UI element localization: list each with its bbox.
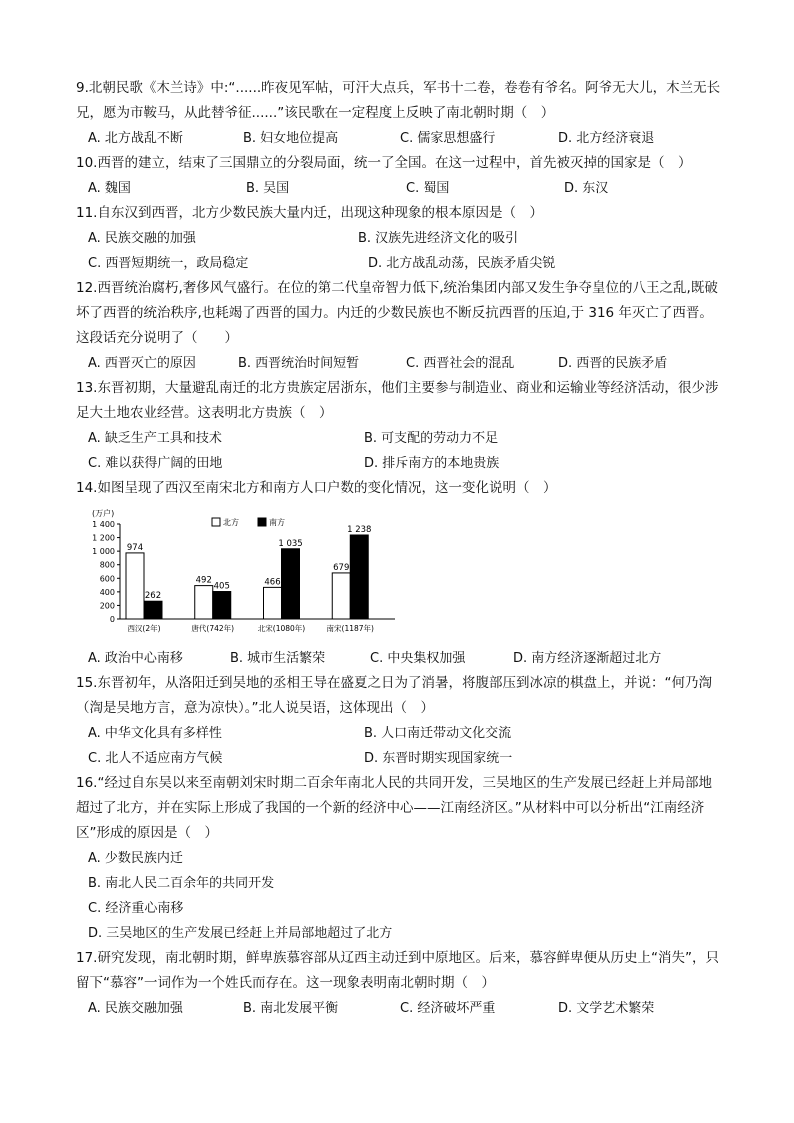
question-13-options-row1 (88, 426, 728, 451)
bar-value-label: 974 (126, 542, 144, 553)
bar-value-label: 466 (264, 577, 281, 588)
q15-option-d[interactable]: D. 东晋时期实现国家统一 (364, 751, 513, 766)
q16-option-a[interactable]: A. 少数民族内迁 (88, 851, 183, 866)
q15-option-b[interactable]: B. 人口南迁带动文化交流 (364, 726, 512, 741)
question-15-stem: 15.东晋初年，从洛阳迁到吴地的丞相王导在盛夏之日为了消暑，将腹部压到冰凉的棋盘上，并说：“何乃渹（渹是吴地方言，意为凉快）。”北人说吴语，这体现出（ ） (76, 675, 712, 716)
q14-option-c[interactable]: C. 中央集权加强 (370, 651, 466, 666)
bar-south (350, 535, 368, 619)
x-category-label: 西汉(2年) (127, 624, 161, 633)
q12-option-c[interactable]: C. 西晋社会的混乱 (406, 356, 515, 371)
q9-option-b[interactable]: B. 妇女地位提高 (243, 131, 339, 146)
legend-south-swatch (258, 518, 266, 526)
q10-option-b[interactable]: B. 吴国 (246, 181, 290, 196)
y-tick-label: 800 (99, 560, 115, 570)
question-9-options (88, 126, 728, 151)
bar-value-label: 262 (144, 591, 162, 602)
bar-south (282, 549, 300, 619)
q10-option-d[interactable]: D. 东汉 (564, 181, 609, 196)
bar-value-label: 1 238 (347, 524, 372, 535)
question-13-stem: 13.东晋初期，大量避乱南迁的北方贵族定居浙东，他们主要参与制造业、商业和运输业等经济活动，很少涉足大土地农业经营。这表明北方贵族（ ） (76, 380, 719, 421)
q11-option-b[interactable]: B. 汉族先进经济文化的吸引 (358, 231, 519, 246)
q13-option-b[interactable]: B. 可支配的劳动力不足 (364, 431, 499, 446)
y-tick-label: 600 (99, 574, 115, 584)
question-11-options-row2 (88, 251, 728, 276)
question-10-stem: 10.西晋的建立，结束了三国鼎立的分裂局面，统一了全国。在这一过程中，首先被灭掉的国家是（ ） (76, 155, 692, 171)
bar-north (126, 553, 144, 619)
bar-value-label: 679 (333, 562, 350, 573)
q14-option-d[interactable]: D. 南方经济逐渐超过北方 (513, 651, 662, 666)
legend-south-label: 南方 (269, 518, 285, 527)
q10-option-a[interactable]: A. 魏国 (88, 181, 131, 196)
question-15-options-row1 (88, 721, 728, 746)
q12-option-b[interactable]: B. 西晋统治时间短暂 (238, 356, 360, 371)
question-15-options-row2 (88, 746, 728, 771)
q12-option-d[interactable]: D. 西晋的民族矛盾 (558, 356, 668, 371)
q10-option-c[interactable]: C. 蜀国 (406, 181, 450, 196)
q11-option-d[interactable]: D. 北方战乱动荡，民族矛盾尖锐 (368, 256, 556, 271)
q17-option-b[interactable]: B. 南北发展平衡 (243, 1001, 339, 1016)
q9-option-d[interactable]: D. 北方经济衰退 (558, 131, 655, 146)
q15-option-c[interactable]: C. 北人不适应南方气候 (88, 751, 223, 766)
bar-north (264, 587, 282, 619)
y-tick-label: 1 000 (92, 547, 115, 557)
q11-option-c[interactable]: C. 西晋短期统一，政局稳定 (88, 256, 249, 271)
question-13-options-row2 (88, 451, 728, 476)
bar-value-label: 492 (195, 575, 212, 586)
q16-option-c[interactable]: C. 经济重心南移 (88, 901, 184, 916)
y-unit-label: (万户) (92, 509, 115, 518)
bar-south (144, 601, 162, 619)
q17-option-c[interactable]: C. 经济破坏严重 (400, 1001, 496, 1016)
question-16-stem: 16.“经过自东吴以来至南朝刘宋时期二百余年南北人民的共同开发，三吴地区的生产发展已经赶上并局部地超过了北方，并在实际上形成了我国的一个新的经济中心——江南经济区。”从材料中可以分析出“江南经济区”形成的原因是（ ） (76, 775, 712, 841)
q14-option-b[interactable]: B. 城市生活繁荣 (230, 651, 326, 666)
q17-option-d[interactable]: D. 文学艺术繁荣 (558, 1001, 655, 1016)
question-9-stem: 9.北朝民歌《木兰诗》中:“......昨夜见军帖，可汗大点兵，军书十二卷，卷卷有爷名。阿爷无大儿，木兰无长兄，愿为市鞍马，从此替爷征......”该民歌在一定程度上反映了南北朝时期（ ） (76, 80, 721, 121)
question-14-stem: 14.如图呈现了西汉至南宋北方和南方人口户数的变化情况，这一变化说明（ ） (76, 480, 557, 496)
q9-option-a[interactable]: A. 北方战乱不断 (88, 131, 183, 146)
q12-option-a[interactable]: A. 西晋灭亡的原因 (88, 356, 196, 371)
x-category-label: 南宋(1187年) (326, 624, 374, 633)
q17-option-a[interactable]: A. 民族交融加强 (88, 1001, 183, 1016)
q11-option-a[interactable]: A. 民族交融的加强 (88, 231, 196, 246)
legend-north-swatch (212, 518, 220, 526)
q16-option-b[interactable]: B. 南北人民二百余年的共同开发 (88, 876, 275, 891)
q13-option-a[interactable]: A. 缺乏生产工具和技术 (88, 431, 222, 446)
question-17-options (88, 996, 728, 1021)
q9-option-c[interactable]: C. 儒家思想盛行 (400, 131, 496, 146)
question-17-stem: 17.研究发现，南北朝时期，鲜卑族慕容部从辽西主动迁到中原地区。后来，慕容鲜卑便从历史上“消失”，只留下“慕容”一词作为一个姓氏而存在。这一现象表明南北朝时期（ ） (76, 950, 719, 991)
question-11-options-row1 (88, 226, 728, 251)
bar-value-label: 1 035 (278, 538, 303, 549)
question-14-options (88, 646, 728, 671)
bar-value-label: 405 (213, 581, 230, 592)
question-11-stem: 11.自东汉到西晋，北方少数民族大量内迁，出现这种现象的根本原因是（ ） (76, 205, 543, 221)
q13-option-d[interactable]: D. 排斥南方的本地贵族 (364, 456, 500, 471)
q16-option-d[interactable]: D. 三吴地区的生产发展已经赶上并局部地超过了北方 (88, 926, 393, 941)
legend-north-label: 北方 (223, 518, 239, 527)
y-tick-label: 1 200 (92, 533, 115, 543)
legend (212, 517, 285, 527)
question-12-options (88, 351, 728, 376)
y-tick-label: 200 (99, 601, 115, 611)
q15-option-a[interactable]: A. 中华文化具有多样性 (88, 726, 222, 741)
question-12-stem: 12.西晋统治腐朽,奢侈风气盛行。在位的第二代皇帝智力低下,统治集团内部又发生争夺皇位的八王之乱,既破坏了西晋的统治秩序,也耗竭了西晋的国力。内迁的少数民族也不断反抗西晋的压迫,于 316 年灭亡了西晋。这段话充分说明了（ ） (76, 280, 718, 346)
x-category-label: 唐代(742年) (191, 624, 235, 633)
y-tick-label: 400 (99, 587, 115, 597)
y-tick-label: 1 400 (92, 520, 115, 529)
population-bar-chart (80, 505, 410, 640)
x-category-label: 北宋(1080年) (257, 624, 306, 633)
q13-option-c[interactable]: C. 难以获得广阔的田地 (88, 456, 223, 471)
bar-north (332, 573, 350, 619)
y-tick-label: 0 (109, 615, 115, 624)
bar-north (195, 586, 213, 619)
q14-option-a[interactable]: A. 政治中心南移 (88, 651, 183, 666)
bar-south (213, 592, 231, 619)
question-10-options (88, 176, 728, 201)
